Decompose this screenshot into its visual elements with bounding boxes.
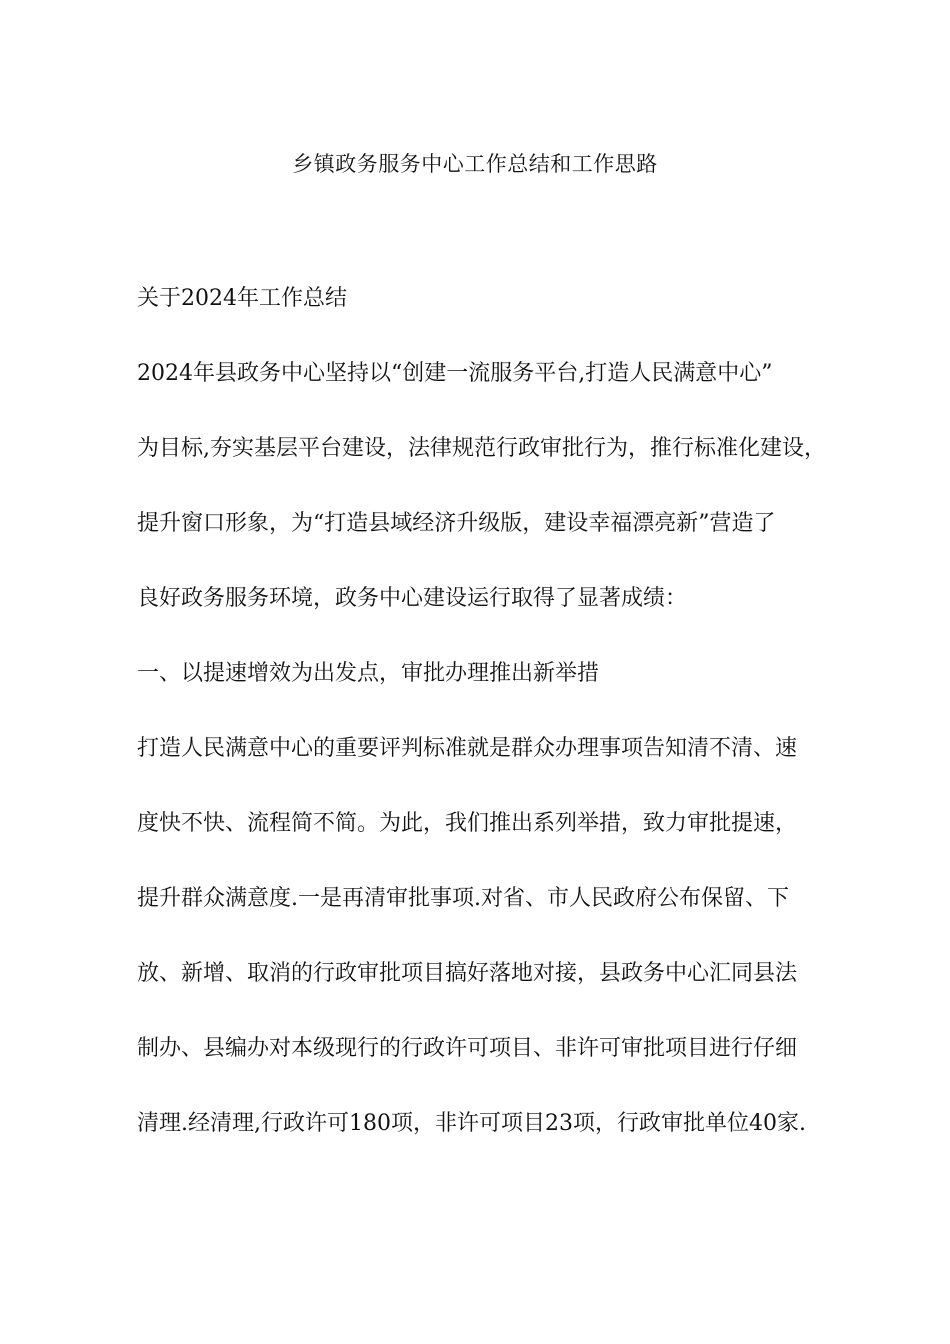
paragraph-line: 提升群众满意度.一是再清审批事项.对省、市人民政府公布保留、下 [137,886,789,911]
document-title: 乡镇政务服务中心工作总结和工作思路 [292,152,658,176]
paragraph-line: 2024年县政务中心坚持以“创建一流服务平台,打造人民满意中心” [137,361,773,386]
paragraph-line: 打造人民满意中心的重要评判标准就是群众办理事项告知清不清、速 [137,736,798,761]
paragraph-line: 放、新增、取消的行政审批项目搞好落地对接，县政务中心汇同县法 [137,961,798,986]
paragraph-line: 度快不快、流程简不简。为此，我们推出系列举措，致力审批提速， [137,811,798,836]
paragraph-line: 清理.经清理,行政许可180项，非许可项目23项，行政审批单位40家. [137,1111,806,1136]
paragraph-line: 为目标,夯实基层平台建设，法律规范行政审批行为，推行标准化建设， [137,436,826,461]
paragraph-line: 制办、县编办对本级现行的行政许可项目、非许可审批项目进行仔细 [137,1036,798,1061]
subsection-heading: 一、以提速增效为出发点，审批办理推出新举措 [137,661,600,686]
section-heading: 关于2024年工作总结 [137,286,347,311]
paragraph-line: 良好政务服务环境，政务中心建设运行取得了显著成绩： [137,586,688,611]
paragraph-line: 提升窗口形象，为“打造县域经济升级版，建设幸福漂亮新”营造了 [137,511,776,536]
